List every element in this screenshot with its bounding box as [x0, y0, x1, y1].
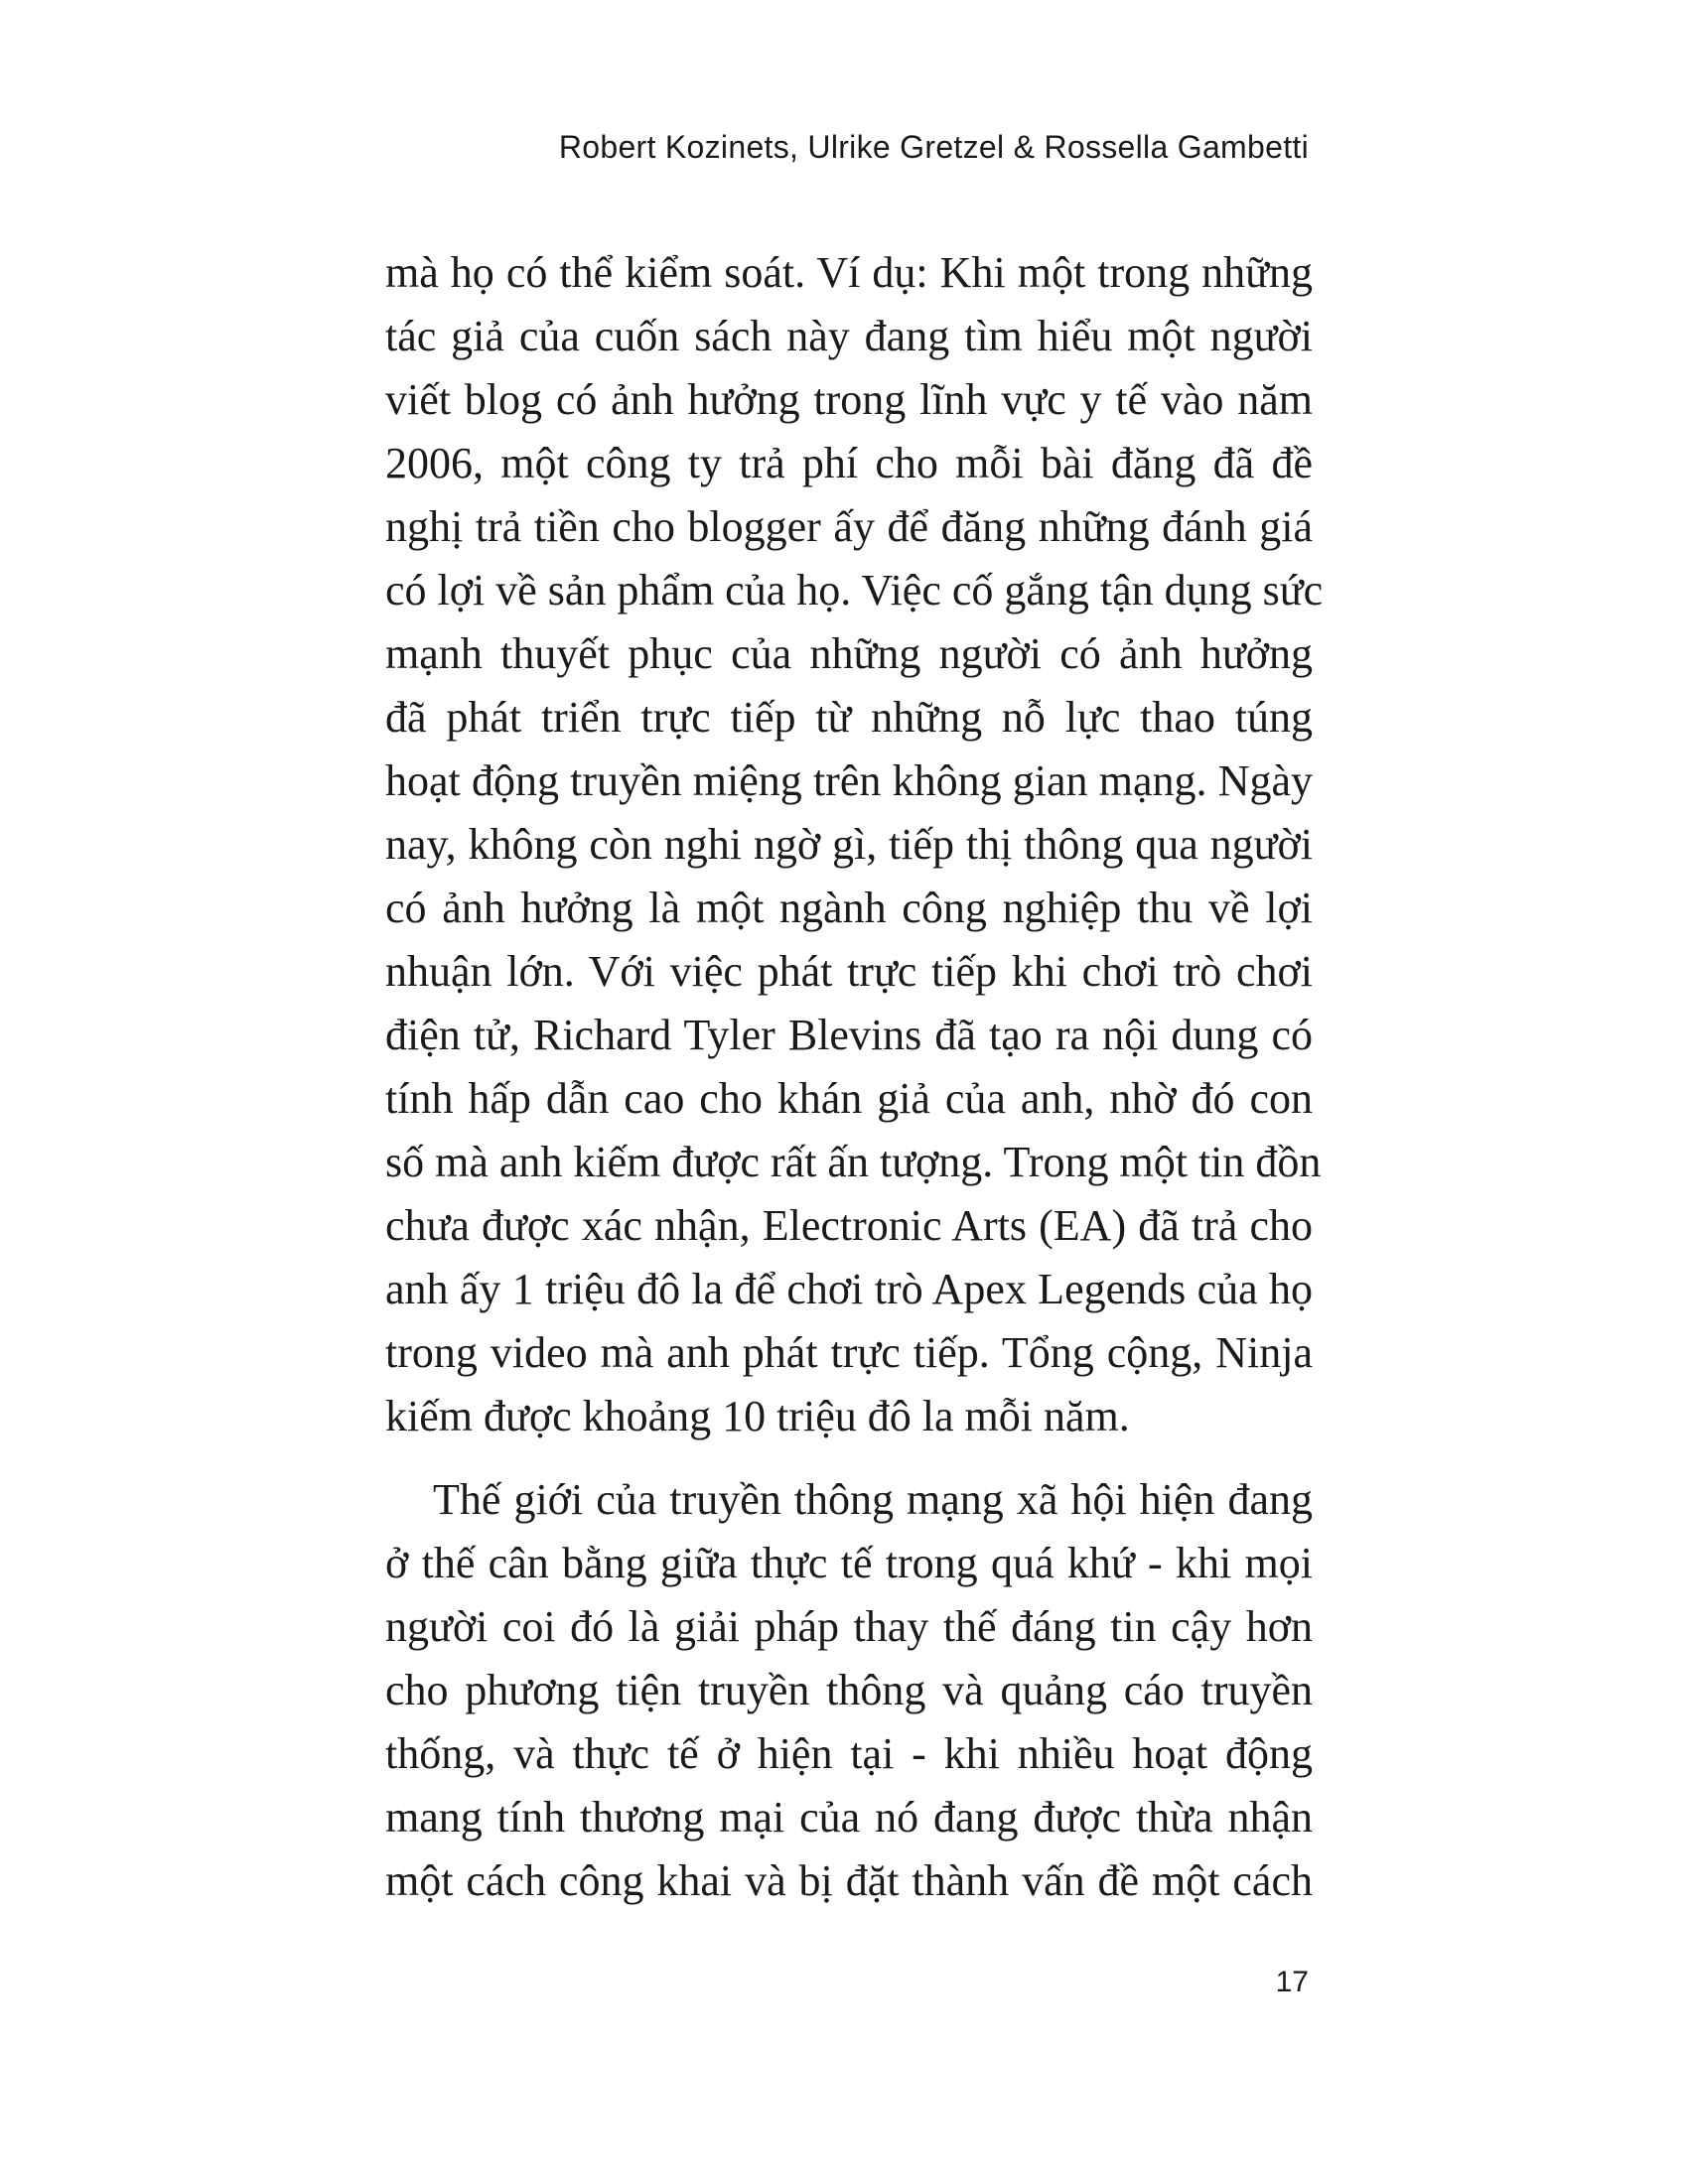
- body-text: [385, 241, 1324, 1913]
- text-line: một cách công khai và bị đặt thành vấn đề một cách: [385, 1856, 1313, 1905]
- text-line: đã phát triển trực tiếp từ những nỗ lực thao túng: [385, 693, 1313, 742]
- text-line: thống, và thực tế ở hiện tại - khi nhiều hoạt động: [385, 1729, 1313, 1778]
- paragraph-gap: [385, 1448, 1313, 1468]
- text-line: có ảnh hưởng là một ngành công nghiệp thu về lợi: [385, 884, 1313, 932]
- text-line: hoạt động truyền miệng trên không gian mạng. Ngày: [385, 756, 1313, 805]
- text-line: nay, không còn nghi ngờ gì, tiếp thị thông qua người: [385, 820, 1313, 869]
- text-line: trong video mà anh phát trực tiếp. Tổng cộng, Ninja: [385, 1328, 1313, 1377]
- text-line: anh ấy 1 triệu đô la để chơi trò Apex Legends của họ: [385, 1265, 1313, 1313]
- text-line: cho phương tiện truyền thông và quảng cáo truyền: [385, 1666, 1313, 1714]
- text-line: tác giả của cuốn sách này đang tìm hiểu một người: [385, 312, 1313, 360]
- text-line: 2006, một công ty trả phí cho mỗi bài đăng đã đề: [385, 439, 1313, 487]
- paragraph-1: [385, 241, 1324, 1448]
- running-head-authors: Robert Kozinets, Ulrike Gretzel & Rossella Gambetti: [558, 129, 1309, 165]
- page-number: 17: [1275, 1966, 1309, 1998]
- text-line: điện tử, Richard Tyler Blevins đã tạo ra nội dung có: [385, 1011, 1313, 1059]
- text-line: kiếm được khoảng 10 triệu đô la mỗi năm.: [385, 1392, 1130, 1440]
- text-line: mạnh thuyết phục của những người có ảnh hưởng: [385, 629, 1313, 678]
- paragraph-2: [385, 1468, 1313, 1913]
- text-line: có lợi về sản phẩm của họ. Việc cố gắng tận dụng sức: [385, 566, 1324, 614]
- text-line: người coi đó là giải pháp thay thế đáng tin cậy hơn: [385, 1602, 1313, 1651]
- text-line: Thế giới của truyền thông mạng xã hội hiện đang: [433, 1475, 1313, 1524]
- text-line: viết blog có ảnh hưởng trong lĩnh vực y tế vào năm: [385, 375, 1313, 424]
- text-line: mà họ có thể kiểm soát. Ví dụ: Khi một trong những: [385, 248, 1313, 297]
- text-line: tính hấp dẫn cao cho khán giả của anh, nhờ đó con: [385, 1074, 1313, 1123]
- text-line: nhuận lớn. Với việc phát trực tiếp khi chơi trò chơi: [385, 947, 1313, 996]
- text-line: nghị trả tiền cho blogger ấy để đăng những đánh giá: [385, 502, 1313, 551]
- text-line: ở thế cân bằng giữa thực tế trong quá khứ - khi mọi: [385, 1539, 1313, 1587]
- text-line: chưa được xác nhận, Electronic Arts (EA) đã trả cho: [385, 1201, 1313, 1250]
- text-line: số mà anh kiếm được rất ấn tượng. Trong một tin đồn: [385, 1138, 1322, 1186]
- text-line: mang tính thương mại của nó đang được thừa nhận: [385, 1793, 1313, 1842]
